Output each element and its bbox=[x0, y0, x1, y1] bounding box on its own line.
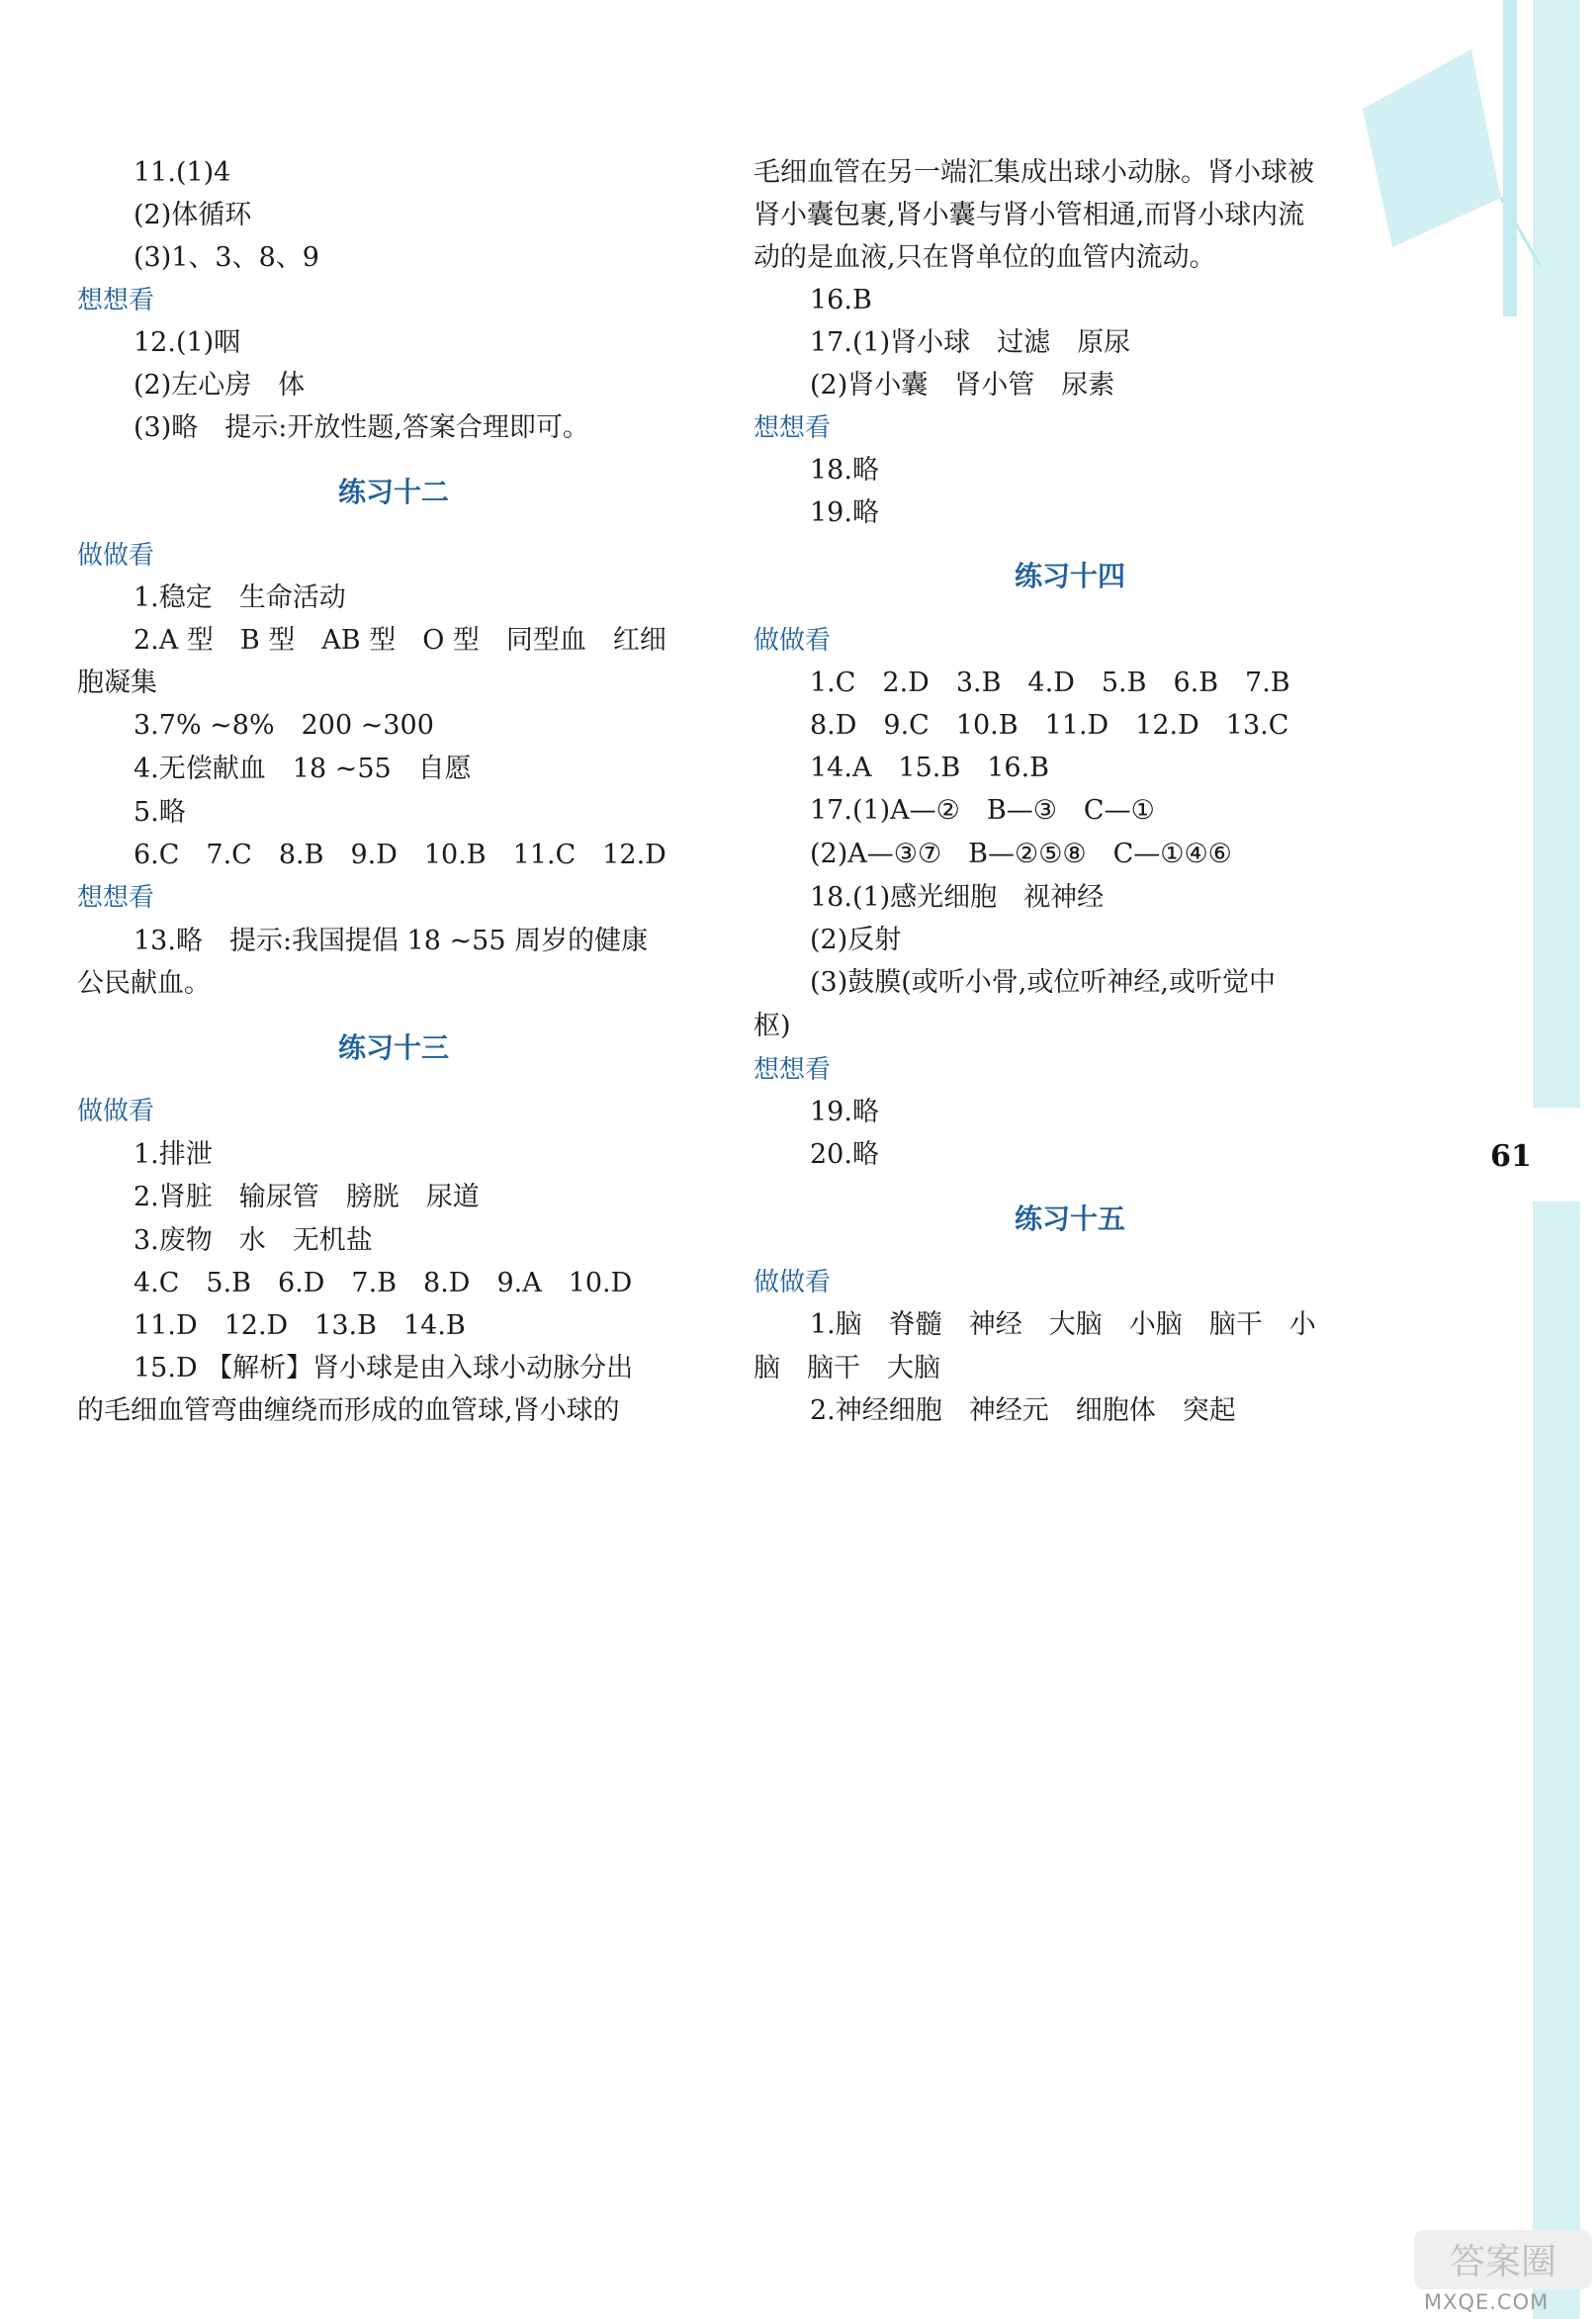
section-heading: 想想看 bbox=[77, 286, 155, 315]
answer-line: 14.A 15.B 16.B bbox=[810, 753, 1049, 783]
answer-line-continued: 毛细血管在另一端汇集成出球小动脉。肾小球被 bbox=[754, 157, 1314, 188]
answer-line: (2)A—③⑦ B—②⑤⑧ C—①④⑥ bbox=[810, 839, 1232, 869]
answer-line: 13.略 提示:我国提倡 18 ~55 周岁的健康 bbox=[133, 926, 649, 956]
decorative-bar bbox=[1503, 0, 1517, 316]
answer-line: 18.略 bbox=[810, 455, 879, 486]
answer-line: 12.(1)咽 bbox=[133, 327, 241, 358]
answer-line: 19.略 bbox=[810, 1097, 879, 1127]
answer-line: 5.略 bbox=[133, 797, 186, 828]
answer-line: (3)鼓膜(或听小骨,或位听神经,或听觉中 bbox=[810, 967, 1276, 998]
answer-line: 6.C 7.C 8.B 9.D 10.B 11.C 12.D bbox=[133, 840, 666, 870]
answer-line: 15.D 【解析】肾小球是由入球小动脉分出 bbox=[133, 1353, 634, 1383]
answer-line-continued: 枢) bbox=[754, 1011, 791, 1041]
answer-line: 3.7% ~8% 200 ~300 bbox=[133, 710, 434, 741]
section-heading: 做做看 bbox=[754, 1268, 832, 1297]
answer-line: 1.稳定 生命活动 bbox=[133, 582, 346, 613]
answer-line-continued: 肾小囊包裹,肾小囊与肾小管相通,而肾小球内流 bbox=[754, 200, 1305, 230]
answer-line: 4.C 5.B 6.D 7.B 8.D 9.A 10.D bbox=[133, 1268, 633, 1298]
section-heading: 想想看 bbox=[754, 413, 832, 443]
answer-line: 17.(1)肾小球 过滤 原尿 bbox=[810, 327, 1131, 358]
answer-line: 18.(1)感光细胞 视神经 bbox=[810, 882, 1105, 913]
exercise-title: 练习十三 bbox=[337, 1031, 449, 1064]
section-heading: 做做看 bbox=[77, 1097, 155, 1126]
answer-line: 4.无偿献血 18 ~55 自愿 bbox=[133, 754, 472, 784]
answer-line: (2)肾小囊 肾小管 尿素 bbox=[810, 370, 1115, 401]
section-heading: 做做看 bbox=[754, 626, 832, 656]
answer-line: 1.排泄 bbox=[133, 1139, 213, 1170]
answer-line: 2.神经细胞 神经元 细胞体 突起 bbox=[810, 1395, 1236, 1426]
decorative-side-strip-bottom bbox=[1533, 1202, 1580, 2319]
answer-line: 16.B bbox=[810, 285, 872, 315]
answer-line: 19.略 bbox=[810, 497, 879, 528]
watermark-text: MXQE.COM bbox=[1424, 2290, 1550, 2314]
answer-line: 1.脑 脊髓 神经 大脑 小脑 脑干 小 bbox=[810, 1309, 1316, 1340]
answer-line-continued: 动的是血液,只在肾单位的血管内流动。 bbox=[754, 242, 1216, 273]
answer-line: (3)略 提示:开放性题,答案合理即可。 bbox=[133, 412, 589, 443]
answer-line: 11.(1)4 bbox=[133, 157, 231, 188]
answer-line: 20.略 bbox=[810, 1139, 879, 1170]
page-number: 61 bbox=[1490, 1139, 1532, 1174]
answer-line: 8.D 9.C 10.B 11.D 12.D 13.C bbox=[810, 710, 1289, 741]
answer-line: 2.肾脏 输尿管 膀胱 尿道 bbox=[133, 1182, 480, 1212]
answer-line-continued: 胞凝集 bbox=[77, 668, 157, 698]
answer-line: 17.(1)A—② B—③ C—① bbox=[810, 795, 1155, 826]
exercise-title: 练习十二 bbox=[337, 476, 449, 508]
answer-line: 2.A 型 B 型 AB 型 O 型 同型血 红细 bbox=[133, 625, 666, 656]
watermark-logo-text: 答案圈 bbox=[1449, 2242, 1557, 2282]
answer-line: (3)1、3、8、9 bbox=[133, 242, 319, 273]
section-heading: 想想看 bbox=[754, 1055, 832, 1085]
answer-line: 11.D 12.D 13.B 14.B bbox=[133, 1310, 466, 1341]
section-heading: 做做看 bbox=[77, 541, 155, 571]
answer-line-continued: 公民献血。 bbox=[77, 968, 211, 999]
answer-line: (2)左心房 体 bbox=[133, 370, 306, 401]
exercise-title: 练习十四 bbox=[1014, 560, 1125, 592]
answer-line-continued: 脑 脑干 大脑 bbox=[754, 1353, 940, 1383]
answer-line: (2)反射 bbox=[810, 925, 902, 955]
answer-line: (2)体循环 bbox=[133, 200, 252, 230]
answer-line: 1.C 2.D 3.B 4.D 5.B 6.B 7.B bbox=[810, 668, 1290, 698]
exercise-title: 练习十五 bbox=[1014, 1203, 1125, 1235]
section-heading: 想想看 bbox=[77, 883, 155, 913]
answer-line-continued: 的毛细血管弯曲缠绕而形成的血管球,肾小球的 bbox=[77, 1395, 620, 1426]
answer-line: 3.废物 水 无机盐 bbox=[133, 1225, 373, 1256]
